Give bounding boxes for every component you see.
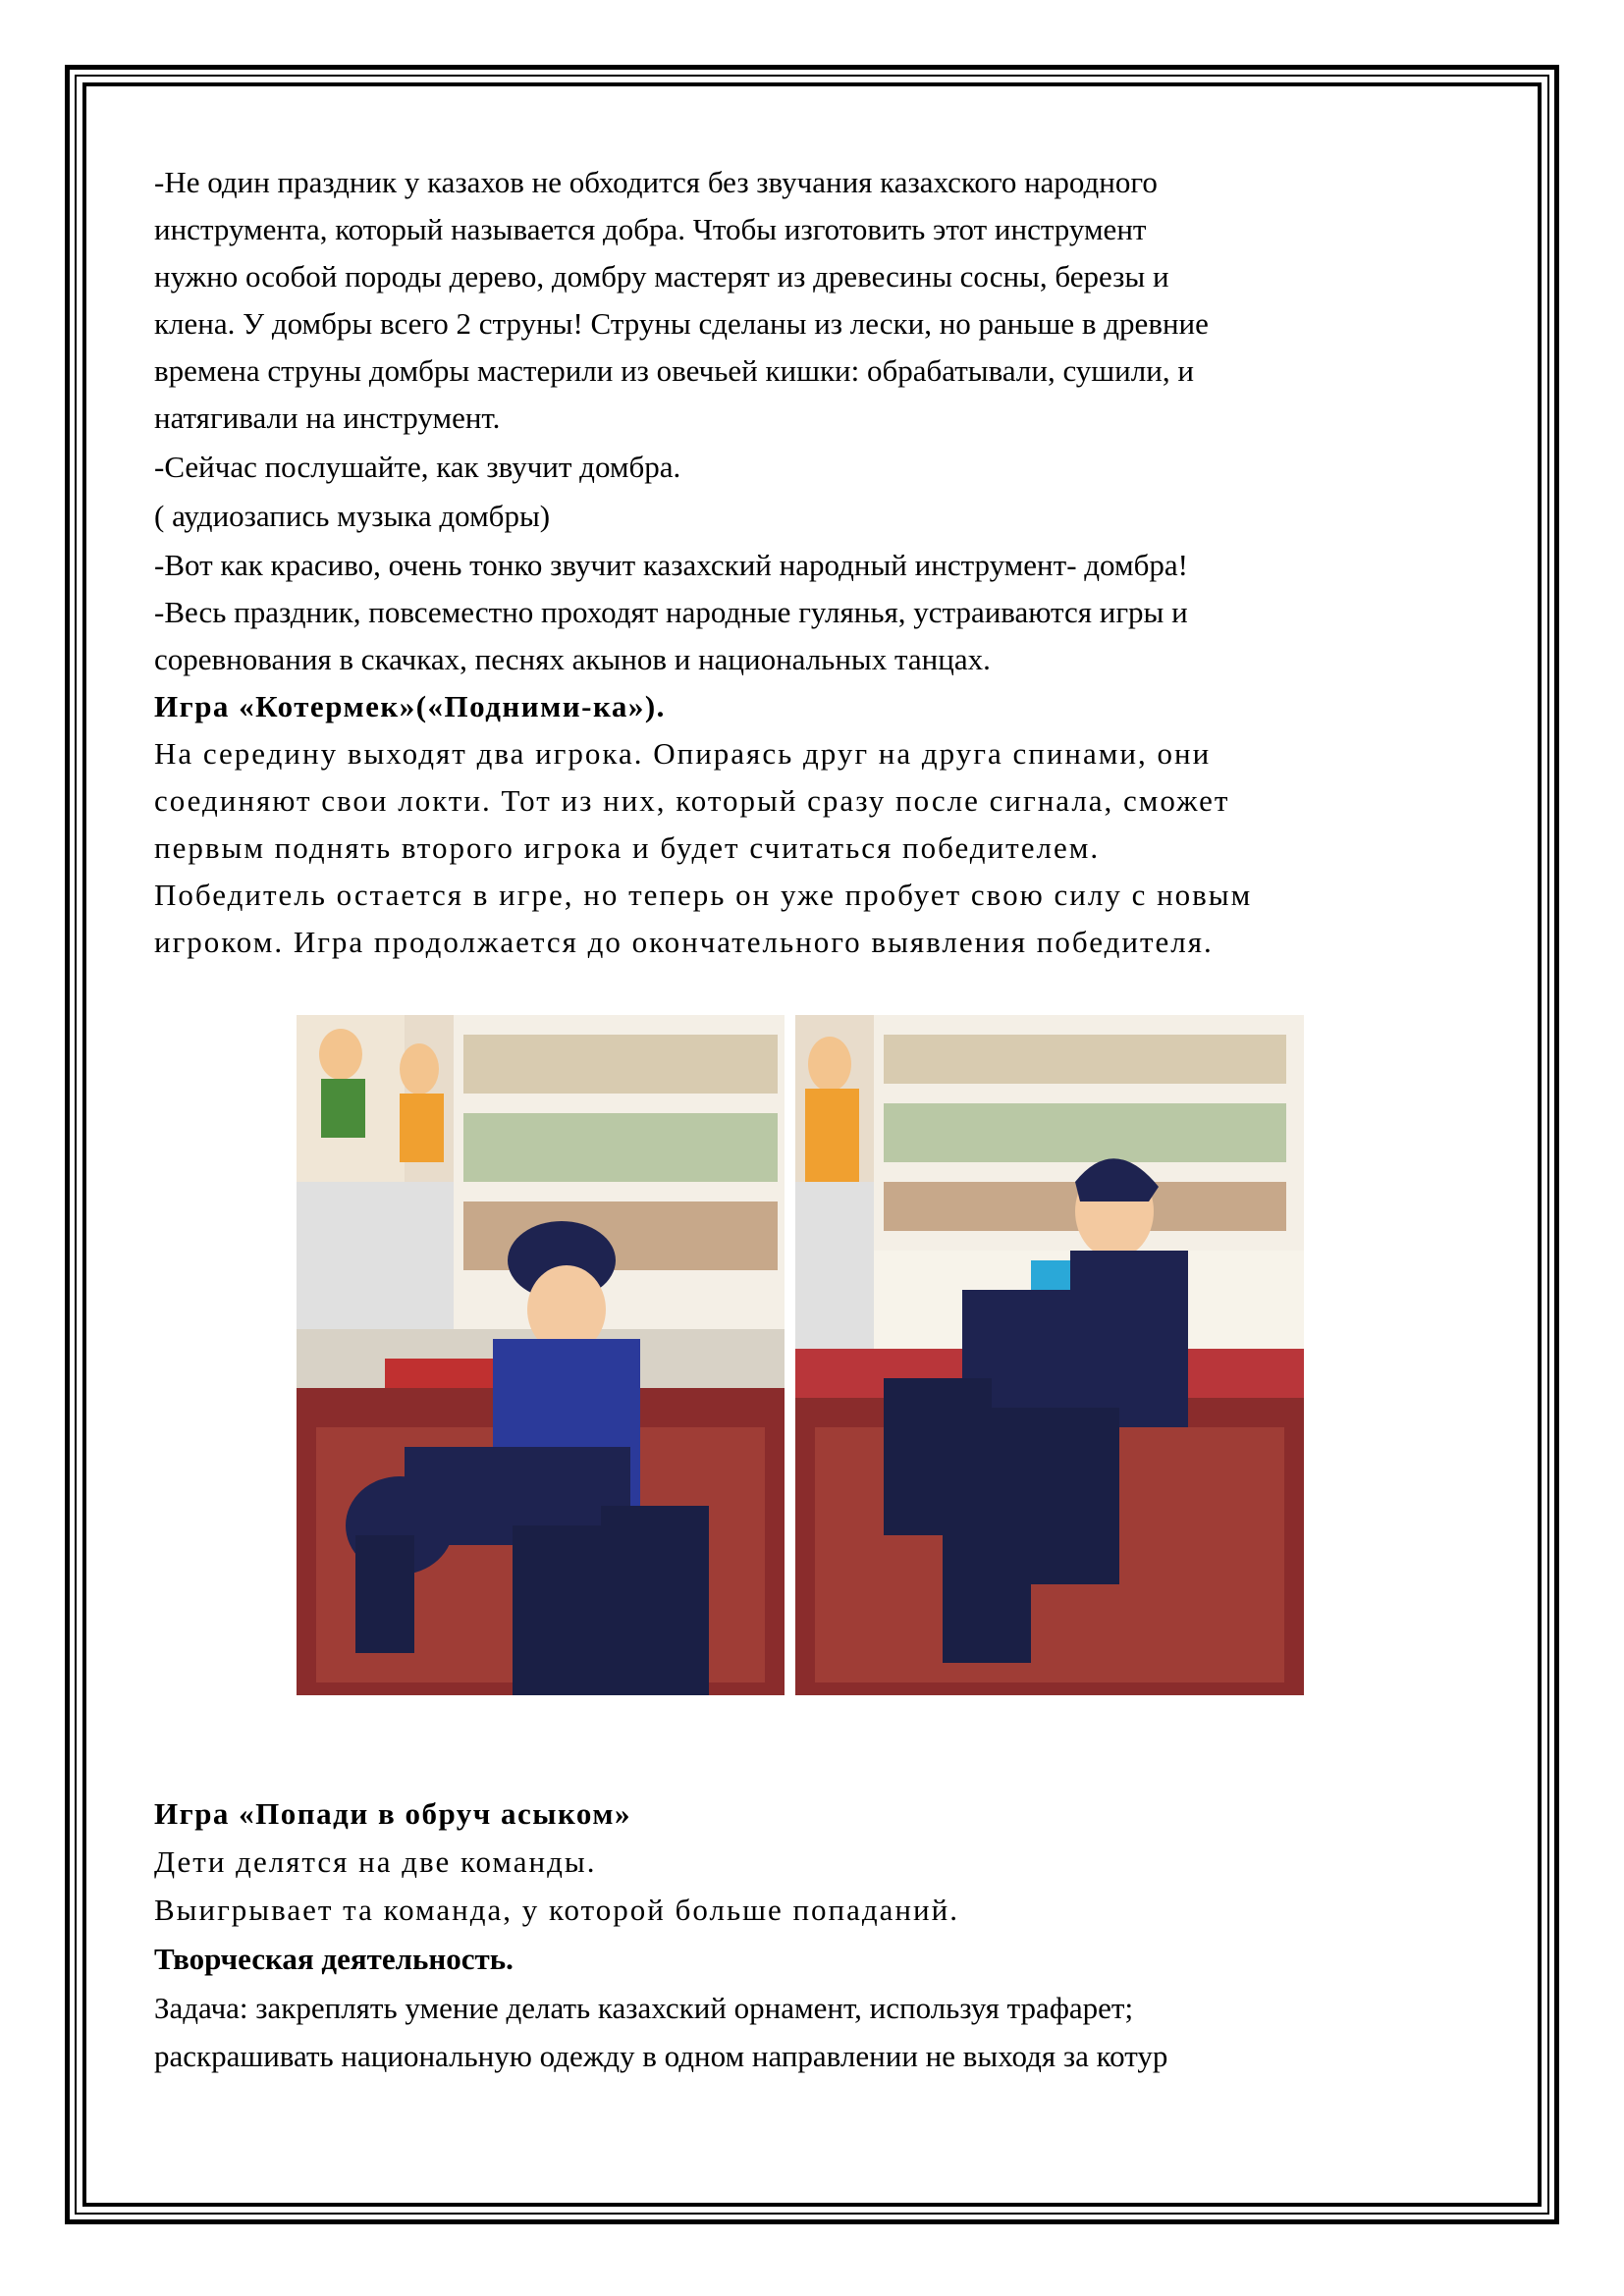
creative-title: Творческая деятельность. [154,1942,514,1976]
game2-line: Дети делятся на две команды. [154,1844,597,1879]
game1-line: На середину выходят два игрока. Опираясь друг на друга спинами, они [154,736,1212,771]
paragraph-line: -Не один праздник у казахов не обходится без звучания казахского народного [154,165,1158,199]
game1-line: игроком. Игра продолжается до окончательного выявления победителя. [154,925,1214,959]
paragraph-line: ( аудиозапись музыка домбры) [154,499,551,533]
game1-line: соединяют свои локти. Тот из них, который сразу после сигнала, сможет [154,783,1230,818]
creative-line: раскрашивать национальную одежду в одном направлении не выходя за котур [154,2039,1168,2073]
game1-line: Победитель остается в игре, но теперь он уже пробует свою силу с новым [154,878,1253,912]
game-photo-left [297,1015,785,1695]
paragraph-line: натягивали на инструмент. [154,400,501,435]
creative-line: Задача: закреплять умение делать казахский орнамент, используя трафарет; [154,1991,1134,2025]
paragraph-line: времена струны домбры мастерили из овечьей кишки: обрабатывали, сушили, и [154,353,1194,388]
paragraph-line: -Сейчас послушайте, как звучит домбра. [154,450,681,484]
paragraph-line: соревнования в скачках, песнях акынов и национальных танцах. [154,642,991,676]
game1-line: первым поднять второго игрока и будет считаться победителем. [154,830,1101,865]
paragraph-line: -Вот как красиво, очень тонко звучит казахский народный инструмент- домбра! [154,548,1188,582]
paragraph-line: инструмента, который называется добра. Чтобы изготовить этот инструмент [154,212,1147,246]
game2-title: Игра «Попади в обруч асыком» [154,1796,631,1831]
paragraph-line: -Весь праздник, повсеместно проходят народные гулянья, устраиваются игры и [154,595,1188,629]
game2-line: Выигрывает та команда, у которой больше попаданий. [154,1893,959,1927]
game-photo-right [795,1015,1304,1695]
paragraph-line: клена. У домбры всего 2 струны! Струны сделаны из лески, но раньше в древние [154,306,1209,341]
game1-title: Игра «Котермек»(«Подними-ка»). [154,689,666,723]
paragraph-line: нужно особой породы дерево, домбру мастерят из древесины сосны, березы и [154,259,1169,294]
